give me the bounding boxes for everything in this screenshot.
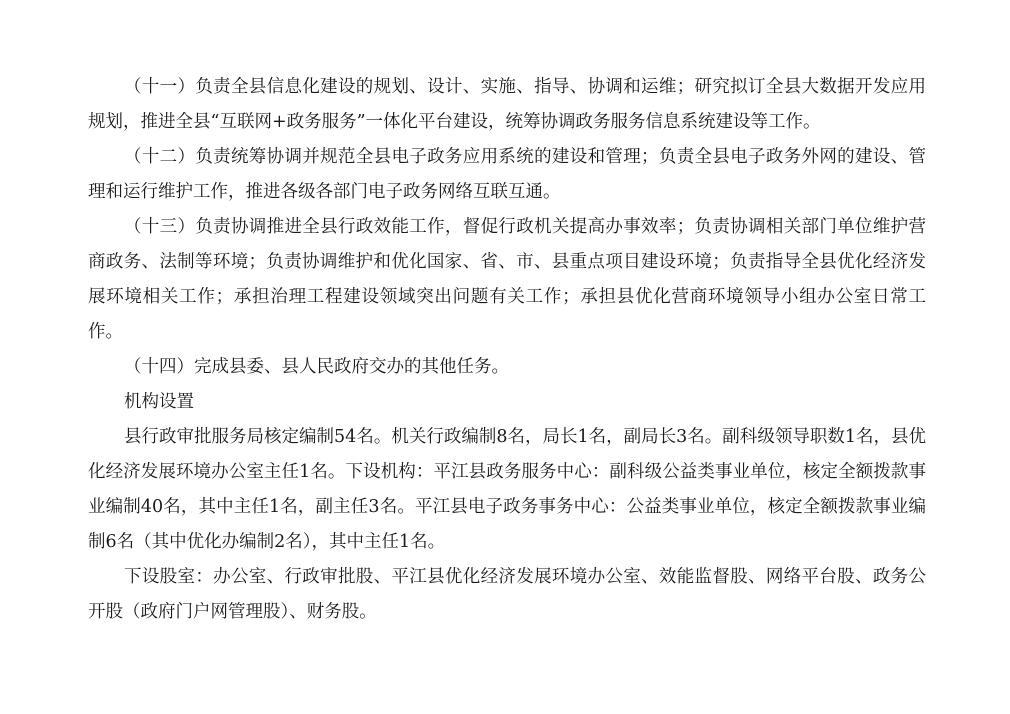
section-heading-organization: 机构设置 [124, 392, 194, 412]
paragraph-staffing: 县行政审批服务局核定编制54名。机关行政编制8名，局长1名，副局长3名。副科级领导职数1名，县优化经济发展环境办公室主任1名。下设机构：平江县政务服务中心：副科级公益类事业单位，核定全额拨款事业编制40名，其中主任1名，副主任3名。平江县电子政务事务中心：公益类事业单位，核定全额拨款事业编制6名（其中优化办编制2名），其中主任1名。 [88, 427, 926, 552]
paragraph-departments: 下设股室：办公室、行政审批股、平江县优化经济发展环境办公室、效能监督股、网络平台股、政务公开股（政府门户网管理股）、财务股。 [88, 567, 926, 622]
paragraph-duty-14: （十四）完成县委、县人民政府交办的其他任务。 [124, 357, 509, 377]
document-body [88, 70, 926, 630]
paragraph-duty-13: （十三）负责协调推进全县行政效能工作，督促行政机关提高办事效率；负责协调相关部门单位维护营商政务、法制等环境；负责协调维护和优化国家、省、市、县重点项目建设环境；负责指导全县优化经济发展环境相关工作；承担治理工程建设领域突出问题有关工作；承担县优化营商环境领导小组办公室日常工作。 [88, 217, 926, 342]
paragraph-duty-12: （十二）负责统筹协调并规范全县电子政务应用系统的建设和管理；负责全县电子政务外网的建设、管理和运行维护工作，推进各级各部门电子政务网络互联互通。 [88, 147, 926, 202]
paragraph-duty-11: （十一）负责全县信息化建设的规划、设计、实施、指导、协调和运维；研究拟订全县大数据开发应用规划，推进全县“互联网+政务服务”一体化平台建设，统筹协调政务服务信息系统建设等工作。 [88, 77, 926, 132]
